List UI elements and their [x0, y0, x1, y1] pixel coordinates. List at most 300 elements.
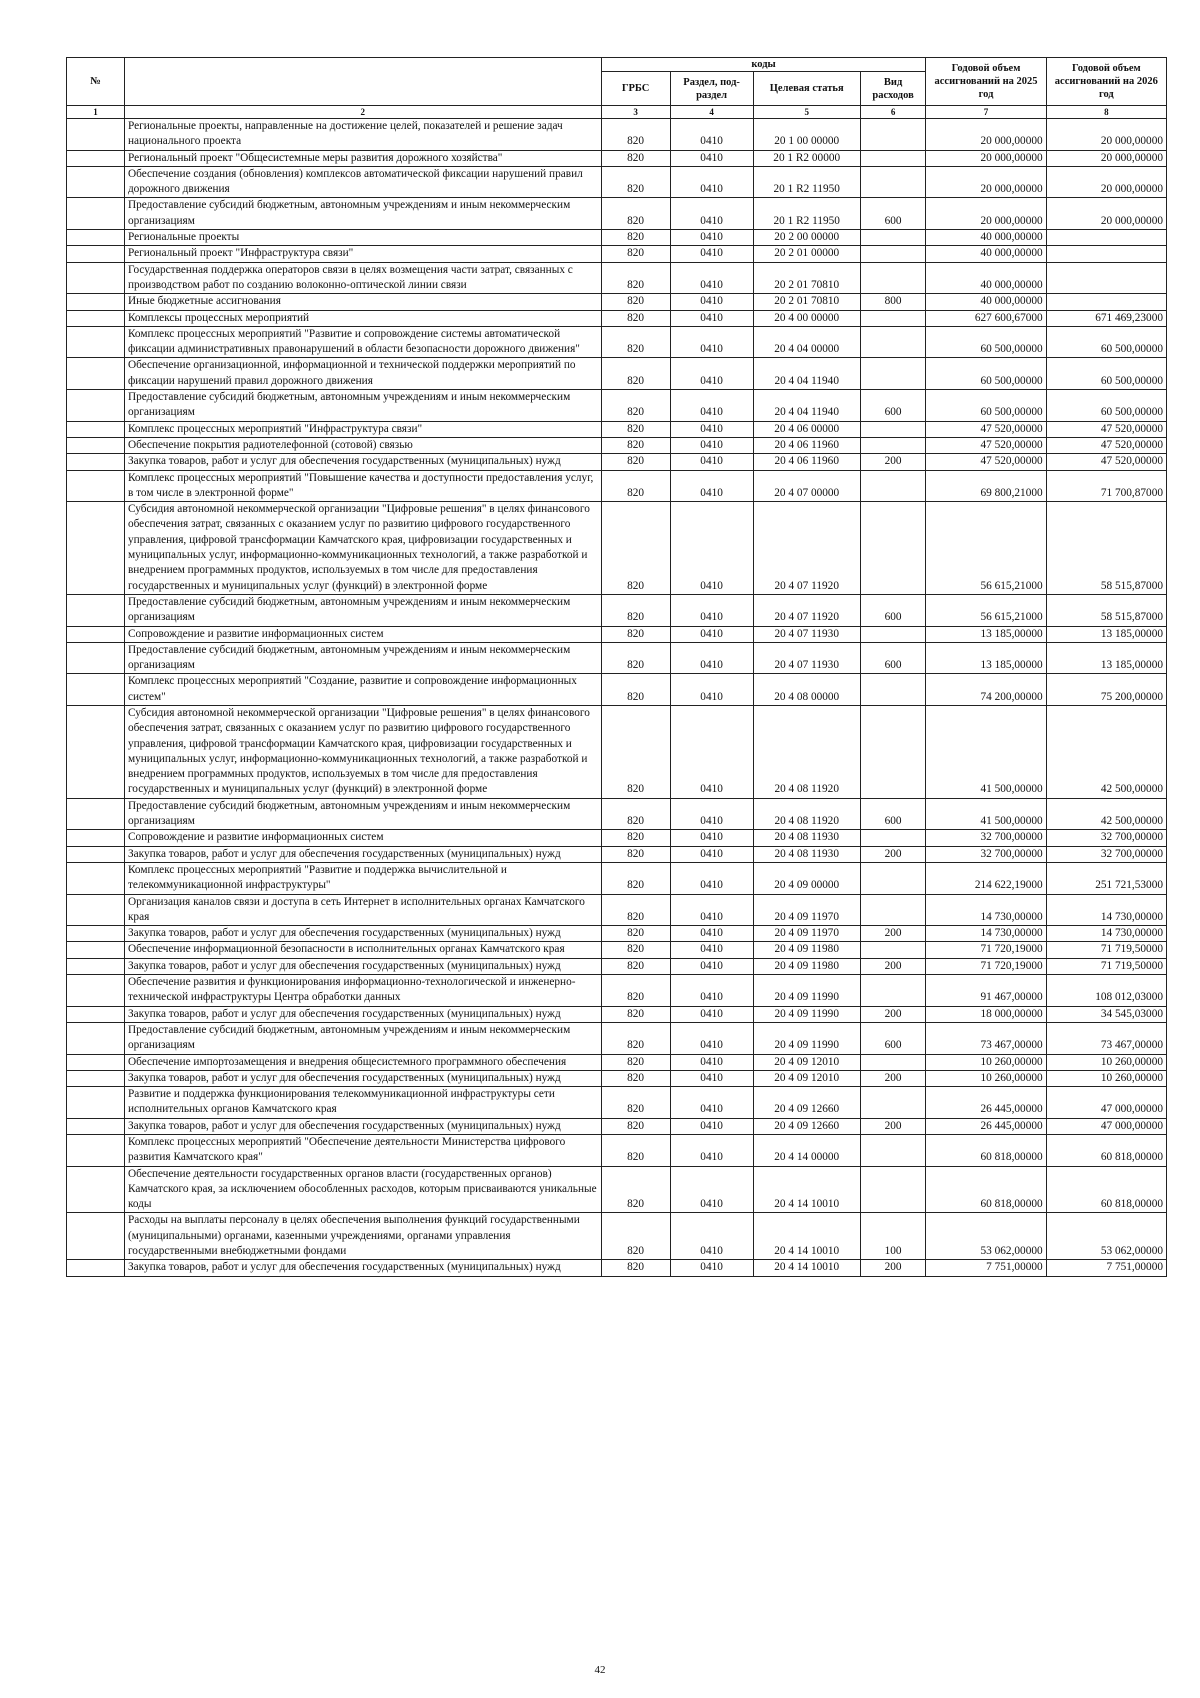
table-row	[67, 390, 1167, 422]
row-expense-type-cell: 600	[860, 198, 926, 230]
row-volume-2026-cell: 60 818,00000	[1046, 1166, 1166, 1213]
row-section-cell: 0410	[670, 1070, 753, 1086]
row-target-article-cell: 20 4 07 11930	[753, 642, 860, 674]
row-grbs-cell: 820	[601, 326, 670, 358]
row-section-cell: 0410	[670, 166, 753, 198]
row-volume-2025-cell: 10 260,00000	[926, 1054, 1046, 1070]
row-expense-type-cell: 600	[860, 1022, 926, 1054]
table-row	[67, 437, 1167, 453]
table-row	[67, 1135, 1167, 1167]
row-target-article-cell: 20 4 00 00000	[753, 310, 860, 326]
row-volume-2025-cell: 71 720,19000	[926, 942, 1046, 958]
row-expense-type-cell	[860, 119, 926, 151]
row-volume-2025-cell: 41 500,00000	[926, 705, 1046, 798]
row-name-cell: Обеспечение деятельности государственных органов власти (государственных органов) Камчатского края, за исключением обособленных расходов, которым присваиваются уникальные коды	[124, 1166, 601, 1213]
row-volume-2026-cell: 20 000,00000	[1046, 198, 1166, 230]
row-index-cell	[67, 975, 125, 1007]
row-target-article-cell: 20 4 06 11960	[753, 454, 860, 470]
row-volume-2026-cell: 13 185,00000	[1046, 626, 1166, 642]
row-grbs-cell: 820	[601, 119, 670, 151]
row-volume-2025-cell: 13 185,00000	[926, 642, 1046, 674]
row-name-cell: Обеспечение создания (обновления) комплексов автоматической фиксации нарушений правил дорожного движения	[124, 166, 601, 198]
row-expense-type-cell	[860, 894, 926, 926]
row-volume-2025-cell: 20 000,00000	[926, 198, 1046, 230]
row-expense-type-cell	[860, 437, 926, 453]
row-expense-type-cell	[860, 262, 926, 294]
row-name-cell: Комплекс процессных мероприятий "Развитие и сопровождение системы автоматической фиксации административных правонарушений в области безопасности дорожного движения"	[124, 326, 601, 358]
table-row	[67, 626, 1167, 642]
row-grbs-cell: 820	[601, 1022, 670, 1054]
table-row	[67, 1006, 1167, 1022]
row-name-cell: Региональные проекты, направленные на достижение целей, показателей и решение задач национального проекта	[124, 119, 601, 151]
row-volume-2026-cell: 251 721,53000	[1046, 862, 1166, 894]
row-volume-2026-cell: 60 818,00000	[1046, 1135, 1166, 1167]
row-expense-type-cell	[860, 150, 926, 166]
row-target-article-cell: 20 4 04 11940	[753, 390, 860, 422]
row-index-cell	[67, 830, 125, 846]
row-expense-type-cell: 200	[860, 846, 926, 862]
row-grbs-cell: 820	[601, 674, 670, 706]
row-target-article-cell: 20 4 09 11990	[753, 1022, 860, 1054]
row-grbs-cell: 820	[601, 310, 670, 326]
row-section-cell: 0410	[670, 862, 753, 894]
row-expense-type-cell: 200	[860, 1006, 926, 1022]
row-name-cell: Организация каналов связи и доступа в сеть Интернет в исполнительных органах Камчатского края	[124, 894, 601, 926]
row-volume-2026-cell: 7 751,00000	[1046, 1260, 1166, 1276]
row-name-cell: Закупка товаров, работ и услуг для обеспечения государственных (муниципальных) нужд	[124, 846, 601, 862]
row-name-cell: Субсидия автономной некоммерческой организации "Цифровые решения" в целях финансового обеспечения затрат, связанных с оказанием услуг по развитию цифрового государственного управления, цифровой трансформации Камчатского края, цифровизации государственных и муниципальных услуг, информационно-коммуникационных технологий, а также разработкой и внедрением программных продуктов, используемых в том числе для предоставления государственных и муниципальных услуг (функций) в электронной форме	[124, 502, 601, 595]
row-grbs-cell: 820	[601, 437, 670, 453]
row-name-cell: Комплекс процессных мероприятий "Повышение качества и доступности предоставления услуг, в том числе в электронной форме"	[124, 470, 601, 502]
row-volume-2025-cell: 60 500,00000	[926, 326, 1046, 358]
row-volume-2025-cell: 60 500,00000	[926, 390, 1046, 422]
row-name-cell: Иные бюджетные ассигнования	[124, 294, 601, 310]
table-row	[67, 262, 1167, 294]
row-volume-2025-cell: 13 185,00000	[926, 626, 1046, 642]
row-volume-2026-cell: 47 000,00000	[1046, 1087, 1166, 1119]
row-section-cell: 0410	[670, 1135, 753, 1167]
table-row	[67, 1260, 1167, 1276]
row-grbs-cell: 820	[601, 1054, 670, 1070]
table-row	[67, 358, 1167, 390]
row-section-cell: 0410	[670, 1022, 753, 1054]
row-expense-type-cell	[860, 862, 926, 894]
row-volume-2025-cell: 26 445,00000	[926, 1087, 1046, 1119]
row-target-article-cell: 20 4 09 11980	[753, 958, 860, 974]
row-target-article-cell: 20 4 14 10010	[753, 1213, 860, 1260]
row-index-cell	[67, 594, 125, 626]
row-target-article-cell: 20 4 14 00000	[753, 1135, 860, 1167]
row-grbs-cell: 820	[601, 230, 670, 246]
row-volume-2026-cell: 20 000,00000	[1046, 166, 1166, 198]
column-number: 5	[753, 106, 860, 119]
row-name-cell: Закупка товаров, работ и услуг для обеспечения государственных (муниципальных) нужд	[124, 1260, 601, 1276]
column-number: 8	[1046, 106, 1166, 119]
row-section-cell: 0410	[670, 626, 753, 642]
row-volume-2025-cell: 40 000,00000	[926, 230, 1046, 246]
row-volume-2026-cell: 42 500,00000	[1046, 705, 1166, 798]
row-name-cell: Закупка товаров, работ и услуг для обеспечения государственных (муниципальных) нужд	[124, 958, 601, 974]
table-body	[67, 119, 1167, 1277]
row-volume-2025-cell: 20 000,00000	[926, 150, 1046, 166]
row-target-article-cell: 20 4 09 12010	[753, 1070, 860, 1086]
row-index-cell	[67, 926, 125, 942]
column-number: 2	[124, 106, 601, 119]
row-grbs-cell: 820	[601, 705, 670, 798]
row-volume-2025-cell: 627 600,67000	[926, 310, 1046, 326]
row-section-cell: 0410	[670, 246, 753, 262]
row-grbs-cell: 820	[601, 1006, 670, 1022]
row-section-cell: 0410	[670, 502, 753, 595]
row-target-article-cell: 20 4 08 11930	[753, 830, 860, 846]
row-grbs-cell: 820	[601, 626, 670, 642]
row-name-cell: Комплексы процессных мероприятий	[124, 310, 601, 326]
row-expense-type-cell: 200	[860, 454, 926, 470]
row-expense-type-cell	[860, 310, 926, 326]
table-row	[67, 942, 1167, 958]
header-section: Раздел, под-раздел	[670, 72, 753, 106]
row-section-cell: 0410	[670, 1087, 753, 1119]
row-name-cell: Закупка товаров, работ и услуг для обеспечения государственных (муниципальных) нужд	[124, 454, 601, 470]
row-name-cell: Обеспечение развития и функционирования информационно-технологической и инженерно-технической инфраструктуры Центра обработки данных	[124, 975, 601, 1007]
row-target-article-cell: 20 4 09 12010	[753, 1054, 860, 1070]
row-name-cell: Региональный проект "Общесистемные меры развития дорожного хозяйства"	[124, 150, 601, 166]
row-name-cell: Обеспечение информационной безопасности в исполнительных органах Камчатского края	[124, 942, 601, 958]
row-section-cell: 0410	[670, 926, 753, 942]
row-volume-2025-cell: 10 260,00000	[926, 1070, 1046, 1086]
row-index-cell	[67, 454, 125, 470]
row-grbs-cell: 820	[601, 502, 670, 595]
row-volume-2026-cell: 671 469,23000	[1046, 310, 1166, 326]
header-name	[124, 58, 601, 106]
row-index-cell	[67, 894, 125, 926]
row-expense-type-cell	[860, 246, 926, 262]
row-volume-2026-cell	[1046, 246, 1166, 262]
row-name-cell: Расходы на выплаты персоналу в целях обеспечения выполнения функций государственными (муниципальными) органами, казенными учреждениями, органами управления государственными внебюджетными фондами	[124, 1213, 601, 1260]
table-row	[67, 594, 1167, 626]
row-volume-2025-cell: 60 818,00000	[926, 1135, 1046, 1167]
row-section-cell: 0410	[670, 830, 753, 846]
row-volume-2026-cell: 32 700,00000	[1046, 830, 1166, 846]
row-grbs-cell: 820	[601, 390, 670, 422]
row-section-cell: 0410	[670, 470, 753, 502]
row-grbs-cell: 820	[601, 166, 670, 198]
row-index-cell	[67, 626, 125, 642]
row-index-cell	[67, 294, 125, 310]
row-grbs-cell: 820	[601, 1260, 670, 1276]
row-volume-2025-cell: 14 730,00000	[926, 926, 1046, 942]
row-expense-type-cell	[860, 674, 926, 706]
row-grbs-cell: 820	[601, 926, 670, 942]
table-row	[67, 421, 1167, 437]
row-target-article-cell: 20 4 14 10010	[753, 1260, 860, 1276]
table-row	[67, 958, 1167, 974]
row-grbs-cell: 820	[601, 830, 670, 846]
row-section-cell: 0410	[670, 674, 753, 706]
row-name-cell: Сопровождение и развитие информационных систем	[124, 830, 601, 846]
row-target-article-cell: 20 2 01 70810	[753, 262, 860, 294]
row-volume-2026-cell: 73 467,00000	[1046, 1022, 1166, 1054]
row-index-cell	[67, 198, 125, 230]
row-volume-2026-cell: 60 500,00000	[1046, 390, 1166, 422]
row-name-cell: Комплекс процессных мероприятий "Инфраструктура связи"	[124, 421, 601, 437]
row-target-article-cell: 20 4 04 00000	[753, 326, 860, 358]
column-number: 4	[670, 106, 753, 119]
table-row	[67, 166, 1167, 198]
row-grbs-cell: 820	[601, 358, 670, 390]
row-section-cell: 0410	[670, 1260, 753, 1276]
row-name-cell: Закупка товаров, работ и услуг для обеспечения государственных (муниципальных) нужд	[124, 1070, 601, 1086]
row-expense-type-cell	[860, 421, 926, 437]
row-section-cell: 0410	[670, 119, 753, 151]
row-volume-2026-cell: 47 520,00000	[1046, 454, 1166, 470]
row-volume-2026-cell: 58 515,87000	[1046, 502, 1166, 595]
row-section-cell: 0410	[670, 1166, 753, 1213]
row-volume-2025-cell: 14 730,00000	[926, 894, 1046, 926]
row-section-cell: 0410	[670, 294, 753, 310]
row-target-article-cell: 20 2 00 00000	[753, 230, 860, 246]
row-volume-2025-cell: 32 700,00000	[926, 846, 1046, 862]
row-volume-2026-cell: 53 062,00000	[1046, 1213, 1166, 1260]
row-volume-2026-cell: 108 012,03000	[1046, 975, 1166, 1007]
row-index-cell	[67, 150, 125, 166]
row-name-cell: Предоставление субсидий бюджетным, автономным учреждениям и иным некоммерческим организациям	[124, 390, 601, 422]
column-number: 1	[67, 106, 125, 119]
row-target-article-cell: 20 4 09 11970	[753, 894, 860, 926]
row-target-article-cell: 20 4 09 11990	[753, 975, 860, 1007]
row-name-cell: Обеспечение организационной, информационной и технической поддержки мероприятий по фиксации нарушений правил дорожного движения	[124, 358, 601, 390]
row-index-cell	[67, 390, 125, 422]
row-index-cell	[67, 421, 125, 437]
row-section-cell: 0410	[670, 358, 753, 390]
row-name-cell: Региональный проект "Инфраструктура связи"	[124, 246, 601, 262]
table-row	[67, 798, 1167, 830]
row-volume-2026-cell: 10 260,00000	[1046, 1054, 1166, 1070]
header-volume-2026: Годовой объем ассигнований на 2026 год	[1046, 58, 1166, 106]
row-volume-2026-cell: 75 200,00000	[1046, 674, 1166, 706]
column-number: 6	[860, 106, 926, 119]
row-name-cell: Закупка товаров, работ и услуг для обеспечения государственных (муниципальных) нужд	[124, 1006, 601, 1022]
column-number-row	[67, 106, 1167, 119]
column-number: 7	[926, 106, 1046, 119]
row-volume-2025-cell: 40 000,00000	[926, 294, 1046, 310]
row-target-article-cell: 20 4 09 11980	[753, 942, 860, 958]
row-volume-2025-cell: 40 000,00000	[926, 246, 1046, 262]
table-row	[67, 705, 1167, 798]
row-section-cell: 0410	[670, 975, 753, 1007]
row-expense-type-cell: 600	[860, 642, 926, 674]
row-volume-2025-cell: 40 000,00000	[926, 262, 1046, 294]
row-grbs-cell: 820	[601, 246, 670, 262]
row-grbs-cell: 820	[601, 294, 670, 310]
row-volume-2026-cell: 10 260,00000	[1046, 1070, 1166, 1086]
row-grbs-cell: 820	[601, 262, 670, 294]
row-target-article-cell: 20 4 09 00000	[753, 862, 860, 894]
row-index-cell	[67, 1006, 125, 1022]
row-index-cell	[67, 1260, 125, 1276]
table-row	[67, 310, 1167, 326]
row-grbs-cell: 820	[601, 1166, 670, 1213]
table-row	[67, 294, 1167, 310]
row-expense-type-cell	[860, 626, 926, 642]
row-name-cell: Предоставление субсидий бюджетным, автономным учреждениям и иным некоммерческим организациям	[124, 594, 601, 626]
row-target-article-cell: 20 4 06 00000	[753, 421, 860, 437]
row-grbs-cell: 820	[601, 454, 670, 470]
row-volume-2025-cell: 20 000,00000	[926, 166, 1046, 198]
row-volume-2026-cell: 60 500,00000	[1046, 326, 1166, 358]
row-name-cell: Субсидия автономной некоммерческой организации "Цифровые решения" в целях финансового обеспечения затрат, связанных с оказанием услуг по развитию цифрового государственного управления, цифровой трансформации Камчатского края, цифровизации государственных и муниципальных услуг, информационно-коммуникационных технологий, а также разработкой и внедрением программных продуктов, используемых в том числе для предоставления государственных и муниципальных услуг (функций) в электронной форме	[124, 705, 601, 798]
row-volume-2025-cell: 71 720,19000	[926, 958, 1046, 974]
row-expense-type-cell	[860, 975, 926, 1007]
row-volume-2025-cell: 47 520,00000	[926, 454, 1046, 470]
row-index-cell	[67, 502, 125, 595]
row-volume-2026-cell: 20 000,00000	[1046, 119, 1166, 151]
row-index-cell	[67, 119, 125, 151]
row-expense-type-cell	[860, 1087, 926, 1119]
row-target-article-cell: 20 4 14 10010	[753, 1166, 860, 1213]
row-index-cell	[67, 246, 125, 262]
row-name-cell: Предоставление субсидий бюджетным, автономным учреждениям и иным некоммерческим организациям	[124, 642, 601, 674]
row-expense-type-cell	[860, 502, 926, 595]
row-volume-2025-cell: 56 615,21000	[926, 594, 1046, 626]
budget-table	[66, 57, 1167, 1277]
row-expense-type-cell: 200	[860, 1118, 926, 1134]
row-volume-2026-cell: 47 520,00000	[1046, 421, 1166, 437]
row-name-cell: Региональные проекты	[124, 230, 601, 246]
row-section-cell: 0410	[670, 230, 753, 246]
row-grbs-cell: 820	[601, 846, 670, 862]
table-row	[67, 1022, 1167, 1054]
row-section-cell: 0410	[670, 594, 753, 626]
row-index-cell	[67, 1087, 125, 1119]
row-index-cell	[67, 310, 125, 326]
row-index-cell	[67, 1054, 125, 1070]
row-expense-type-cell: 200	[860, 1260, 926, 1276]
row-index-cell	[67, 326, 125, 358]
row-target-article-cell: 20 4 09 12660	[753, 1087, 860, 1119]
header-volume-2025: Годовой объем ассигнований на 2025 год	[926, 58, 1046, 106]
row-grbs-cell: 820	[601, 150, 670, 166]
row-expense-type-cell	[860, 1054, 926, 1070]
row-volume-2026-cell: 60 500,00000	[1046, 358, 1166, 390]
table-row	[67, 862, 1167, 894]
row-section-cell: 0410	[670, 262, 753, 294]
row-target-article-cell: 20 4 09 11990	[753, 1006, 860, 1022]
row-name-cell: Комплекс процессных мероприятий "Обеспечение деятельности Министерства цифрового развития Камчатского края"	[124, 1135, 601, 1167]
row-target-article-cell: 20 1 R2 11950	[753, 166, 860, 198]
row-target-article-cell: 20 4 08 11920	[753, 798, 860, 830]
row-section-cell: 0410	[670, 326, 753, 358]
row-grbs-cell: 820	[601, 421, 670, 437]
row-grbs-cell: 820	[601, 198, 670, 230]
row-section-cell: 0410	[670, 642, 753, 674]
row-name-cell: Развитие и поддержка функционирования телекоммуникационной инфраструктуры сети исполнительных органов Камчатского края	[124, 1087, 601, 1119]
row-volume-2025-cell: 73 467,00000	[926, 1022, 1046, 1054]
row-section-cell: 0410	[670, 198, 753, 230]
row-volume-2025-cell: 7 751,00000	[926, 1260, 1046, 1276]
row-target-article-cell: 20 2 01 70810	[753, 294, 860, 310]
row-volume-2026-cell	[1046, 294, 1166, 310]
row-volume-2026-cell: 32 700,00000	[1046, 846, 1166, 862]
budget-sheet	[66, 57, 1167, 1277]
header-expense-type: Вид расходов	[860, 72, 926, 106]
row-volume-2025-cell: 47 520,00000	[926, 437, 1046, 453]
row-target-article-cell: 20 1 R2 00000	[753, 150, 860, 166]
row-target-article-cell: 20 1 R2 11950	[753, 198, 860, 230]
row-volume-2026-cell: 71 719,50000	[1046, 958, 1166, 974]
row-index-cell	[67, 166, 125, 198]
page-number: 42	[594, 1664, 606, 1676]
row-expense-type-cell: 600	[860, 594, 926, 626]
row-volume-2025-cell: 214 622,19000	[926, 862, 1046, 894]
row-volume-2026-cell: 14 730,00000	[1046, 894, 1166, 926]
row-index-cell	[67, 470, 125, 502]
row-volume-2026-cell: 14 730,00000	[1046, 926, 1166, 942]
row-expense-type-cell	[860, 326, 926, 358]
table-row	[67, 1070, 1167, 1086]
row-volume-2025-cell: 91 467,00000	[926, 975, 1046, 1007]
row-name-cell: Сопровождение и развитие информационных систем	[124, 626, 601, 642]
row-grbs-cell: 820	[601, 975, 670, 1007]
table-row	[67, 1166, 1167, 1213]
row-name-cell: Предоставление субсидий бюджетным, автономным учреждениям и иным некоммерческим организациям	[124, 198, 601, 230]
row-index-cell	[67, 862, 125, 894]
row-expense-type-cell	[860, 942, 926, 958]
row-volume-2026-cell: 42 500,00000	[1046, 798, 1166, 830]
row-index-cell	[67, 230, 125, 246]
row-volume-2025-cell: 26 445,00000	[926, 1118, 1046, 1134]
row-expense-type-cell: 200	[860, 1070, 926, 1086]
table-row	[67, 1118, 1167, 1134]
row-index-cell	[67, 358, 125, 390]
row-name-cell: Комплекс процессных мероприятий "Развитие и поддержка вычислительной и телекоммуникационной инфраструктуры"	[124, 862, 601, 894]
table-row	[67, 454, 1167, 470]
row-section-cell: 0410	[670, 437, 753, 453]
row-volume-2026-cell: 47 520,00000	[1046, 437, 1166, 453]
row-name-cell: Предоставление субсидий бюджетным, автономным учреждениям и иным некоммерческим организациям	[124, 798, 601, 830]
row-expense-type-cell	[860, 470, 926, 502]
row-target-article-cell: 20 4 07 11920	[753, 502, 860, 595]
row-grbs-cell: 820	[601, 594, 670, 626]
row-volume-2026-cell: 58 515,87000	[1046, 594, 1166, 626]
row-target-article-cell: 20 4 07 00000	[753, 470, 860, 502]
row-index-cell	[67, 705, 125, 798]
row-section-cell: 0410	[670, 798, 753, 830]
table-row	[67, 894, 1167, 926]
table-row	[67, 975, 1167, 1007]
row-target-article-cell: 20 4 09 12660	[753, 1118, 860, 1134]
row-index-cell	[67, 942, 125, 958]
row-expense-type-cell	[860, 1166, 926, 1213]
row-expense-type-cell: 600	[860, 390, 926, 422]
row-target-article-cell: 20 4 08 11920	[753, 705, 860, 798]
table-row	[67, 246, 1167, 262]
table-row	[67, 470, 1167, 502]
row-name-cell: Обеспечение импортозамещения и внедрения общесистемного программного обеспечения	[124, 1054, 601, 1070]
table-row	[67, 1213, 1167, 1260]
row-grbs-cell: 820	[601, 1070, 670, 1086]
row-volume-2025-cell: 18 000,00000	[926, 1006, 1046, 1022]
row-target-article-cell: 20 1 00 00000	[753, 119, 860, 151]
row-grbs-cell: 820	[601, 1087, 670, 1119]
row-section-cell: 0410	[670, 150, 753, 166]
row-target-article-cell: 20 4 04 11940	[753, 358, 860, 390]
row-grbs-cell: 820	[601, 798, 670, 830]
header-target-article: Целевая статья	[753, 72, 860, 106]
row-volume-2026-cell: 20 000,00000	[1046, 150, 1166, 166]
row-section-cell: 0410	[670, 1054, 753, 1070]
row-target-article-cell: 20 4 08 11930	[753, 846, 860, 862]
